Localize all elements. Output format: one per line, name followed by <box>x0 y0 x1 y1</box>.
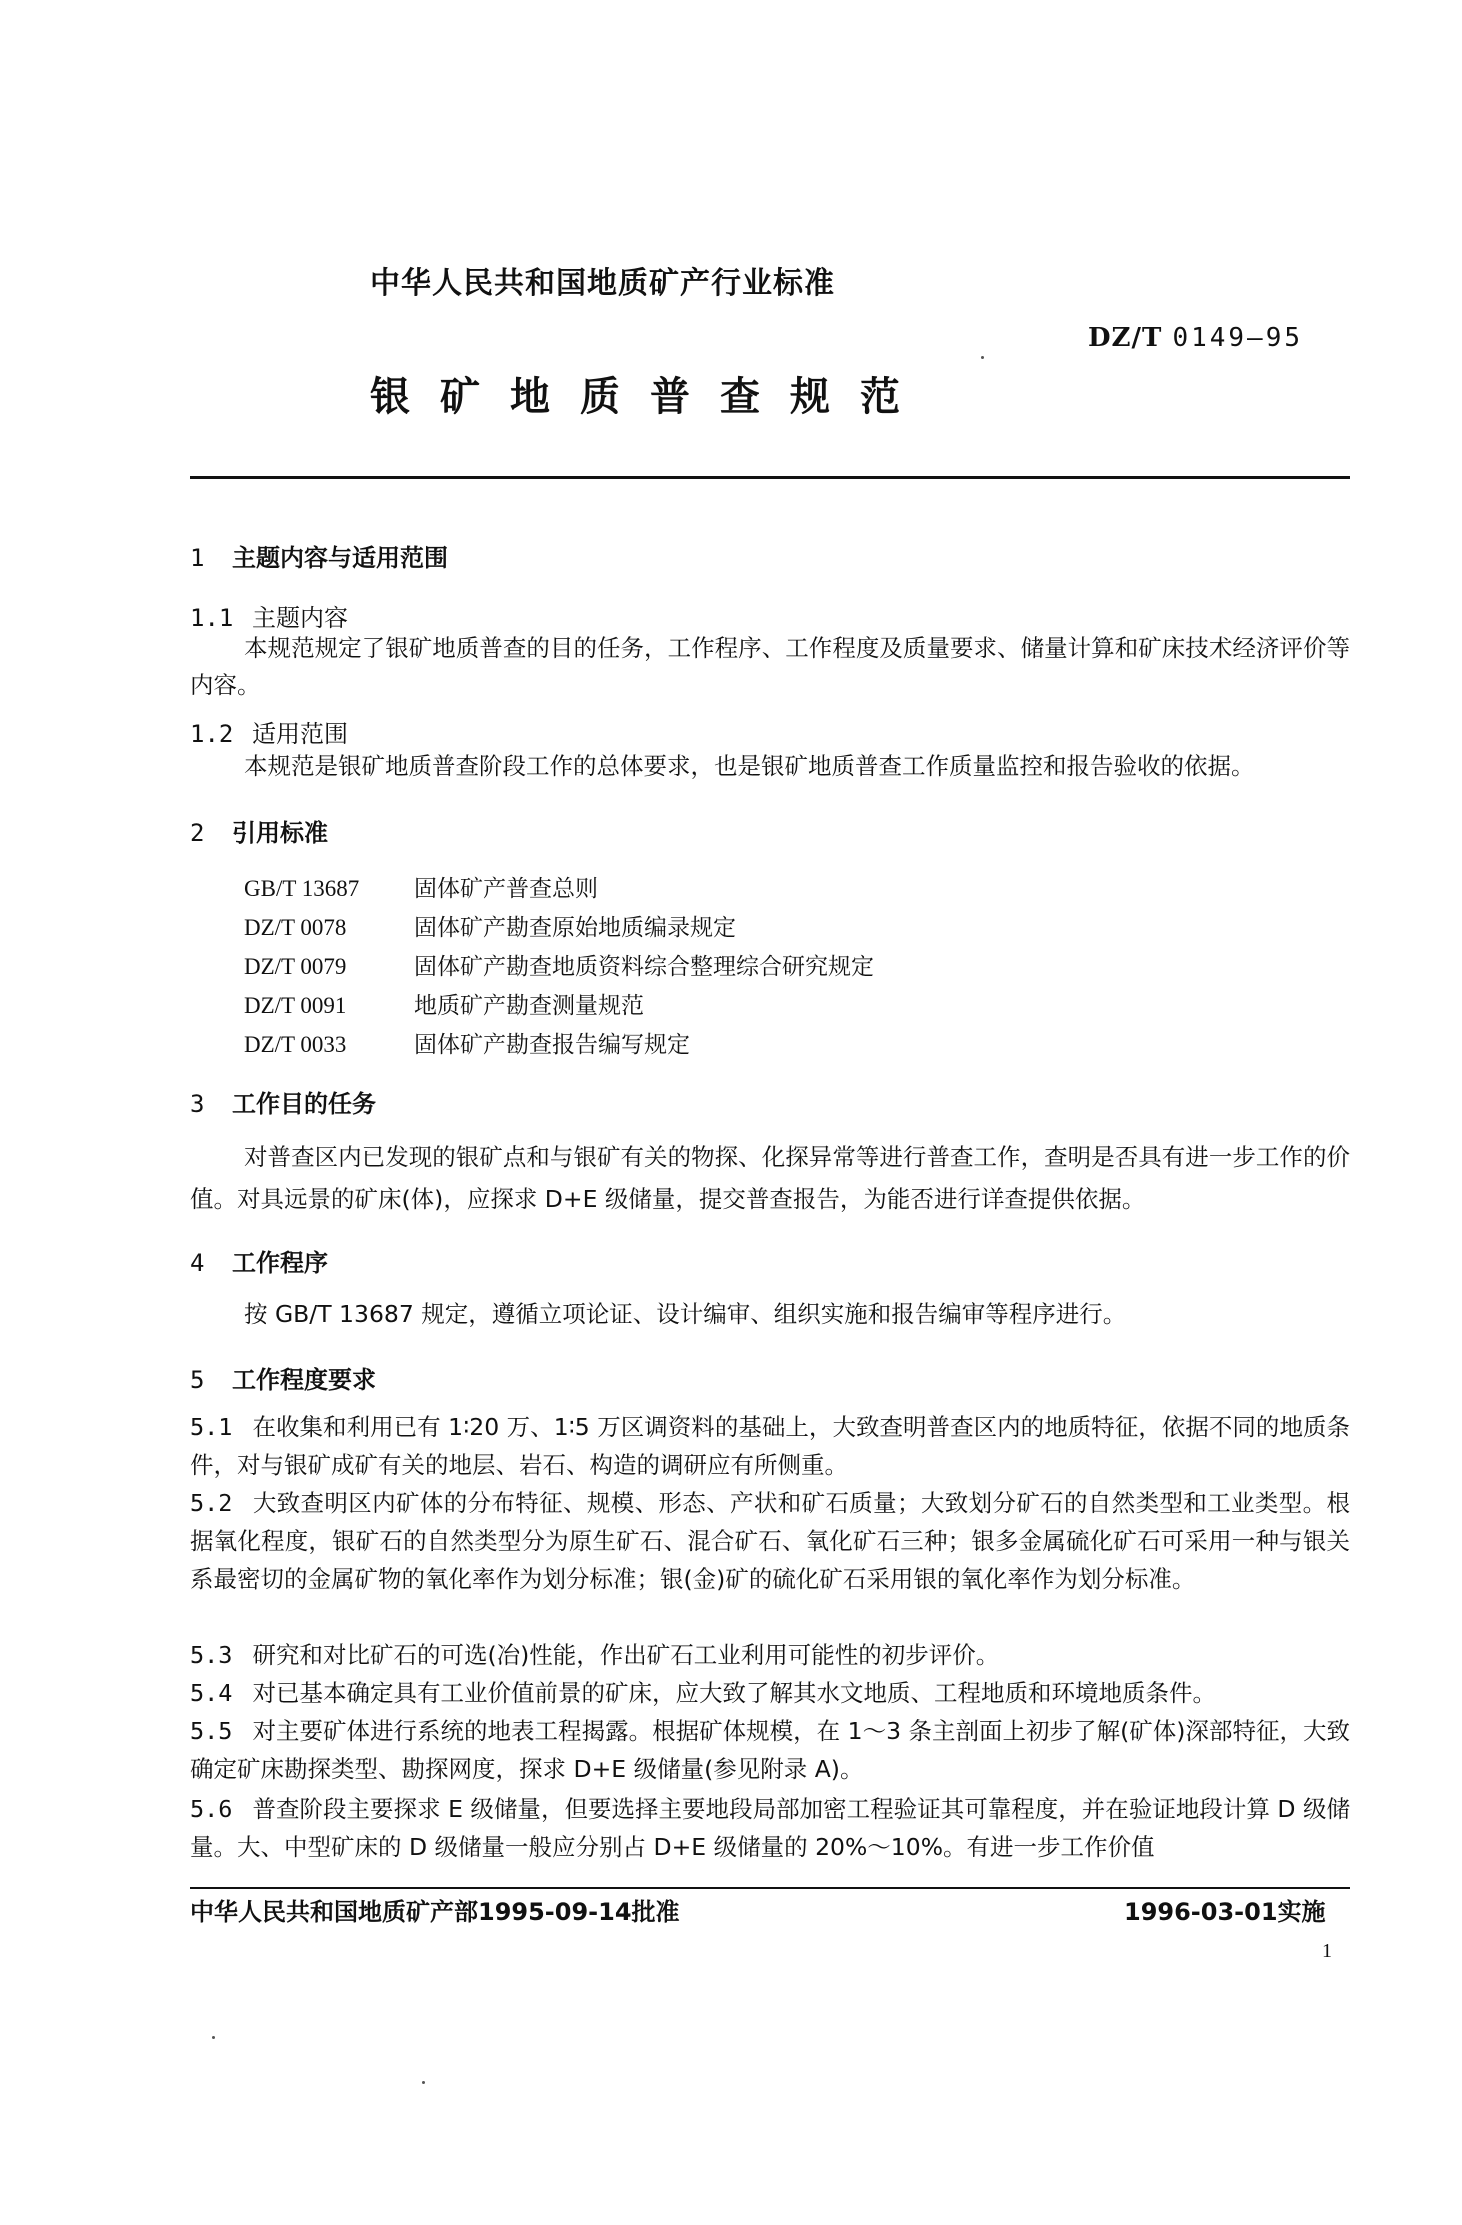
section-4-paragraph: 按 GB/T 13687 规定，遵循立项论证、设计编审、组织实施和报告编审等程序进行。 <box>244 1300 1127 1328</box>
reference-title: 地质矿产勘查测量规范 <box>414 993 644 1019</box>
item-number: 5.4 <box>190 1679 233 1707</box>
section-1-heading <box>190 538 448 573</box>
section-title: 主题内容与适用范围 <box>232 544 448 572</box>
section-title: 工作程度要求 <box>232 1366 376 1394</box>
section-5-5-item <box>190 1712 1350 1788</box>
section-1-2-paragraph: 本规范是银矿地质普查阶段工作的总体要求，也是银矿地质普查工作质量监控和报告验收的依据。 <box>244 752 1255 780</box>
footer-divider <box>190 1887 1350 1889</box>
section-5-4-item <box>190 1674 1350 1712</box>
item-number: 5.2 <box>190 1489 233 1517</box>
scan-speck <box>212 2036 215 2039</box>
section-1-2-heading <box>190 714 348 749</box>
section-number: 4 <box>190 1249 205 1277</box>
section-number: 1.1 <box>190 604 234 632</box>
approval-line: 中华人民共和国地质矿产部1995-09-14批准 <box>190 1898 680 1926</box>
section-5-1-item <box>190 1408 1350 1484</box>
section-1-1-paragraph: 本规范规定了银矿地质普查的目的任务，工作程序、工作程度及质量要求、储量计算和矿床技术经济评价等内容。 <box>190 634 1350 699</box>
header-divider <box>190 476 1350 479</box>
section-5-2-item <box>190 1484 1350 1598</box>
reference-title: 固体矿产勘查原始地质编录规定 <box>414 915 736 941</box>
section-3-paragraph: 对普查区内已发现的银矿点和与银矿有关的物探、化探异常等进行普查工作，查明是否具有进一步工作的价值。对具远景的矿床(体)，应探求 D+E 级储量，提交普查报告，为能否进行详查提供依据。 <box>190 1143 1350 1213</box>
item-number: 5.5 <box>190 1717 233 1745</box>
reference-code: DZ/T 0091 <box>244 993 347 1018</box>
reference-code: GB/T 13687 <box>244 876 360 901</box>
section-title: 工作程序 <box>232 1249 328 1277</box>
standard-code <box>1088 323 1303 353</box>
item-text: 在收集和利用已有 1∶20 万、1∶5 万区调资料的基础上，大致查明普查区内的地质特征，依据不同的地质条件，对与银矿成矿有关的地层、岩石、构造的调研应有所侧重。 <box>190 1413 1350 1479</box>
scan-speck <box>422 2081 425 2084</box>
section-title: 引用标准 <box>232 819 328 847</box>
standard-code-prefix: DZ/T <box>1088 323 1163 353</box>
reference-title: 固体矿产勘查报告编写规定 <box>414 1032 690 1058</box>
section-4-heading <box>190 1243 328 1278</box>
item-text: 研究和对比矿石的可选(冶)性能，作出矿石工业利用可能性的初步评价。 <box>252 1641 1000 1669</box>
scan-speck <box>981 356 984 359</box>
section-title: 适用范围 <box>252 720 348 748</box>
reference-row <box>244 987 644 1020</box>
section-title: 主题内容 <box>252 604 348 632</box>
reference-code: DZ/T 0078 <box>244 915 347 940</box>
reference-title: 固体矿产普查总则 <box>414 876 598 902</box>
section-5-3-item <box>190 1636 1350 1674</box>
section-5-heading <box>190 1360 376 1395</box>
item-number: 5.6 <box>190 1795 233 1823</box>
section-number: 2 <box>190 819 205 847</box>
item-text: 普查阶段主要探求 E 级储量，但要选择主要地段局部加密工程验证其可靠程度，并在验证地段计算 D 级储量。大、中型矿床的 D 级储量一般应分别占 D+E 级储量的 20%～10%。有进一步工作价值 <box>190 1795 1350 1861</box>
reference-row <box>244 909 736 942</box>
section-number: 1.2 <box>190 720 234 748</box>
item-text: 对主要矿体进行系统的地表工程揭露。根据矿体规模，在 1～3 条主剖面上初步了解(矿体)深部特征，大致确定矿床勘探类型、勘探网度，探求 D+E 级储量(参见附录 A)。 <box>190 1717 1350 1783</box>
reference-row <box>244 948 874 981</box>
reference-row <box>244 870 598 903</box>
section-5-6-item <box>190 1790 1350 1866</box>
reference-code: DZ/T 0033 <box>244 1032 347 1057</box>
item-number: 5.3 <box>190 1641 233 1669</box>
reference-code: DZ/T 0079 <box>244 954 347 979</box>
section-number: 3 <box>190 1090 205 1118</box>
section-2-heading <box>190 813 328 848</box>
section-number: 5 <box>190 1366 205 1394</box>
document-title: 银矿地质普查规范 <box>370 374 930 420</box>
standard-code-number: 0149—95 <box>1172 323 1304 353</box>
reference-row <box>244 1026 690 1059</box>
section-3-heading <box>190 1084 376 1119</box>
section-number: 1 <box>190 544 205 572</box>
issuing-org-heading: 中华人民共和国地质矿产行业标准 <box>370 266 835 301</box>
item-number: 5.1 <box>190 1413 233 1441</box>
reference-title: 固体矿产勘查地质资料综合整理综合研究规定 <box>414 954 874 980</box>
effective-date: 1996-03-01实施 <box>1124 1898 1326 1926</box>
section-1-1-heading <box>190 598 348 633</box>
section-title: 工作目的任务 <box>232 1090 376 1118</box>
item-text: 大致查明区内矿体的分布特征、规模、形态、产状和矿石质量；大致划分矿石的自然类型和工业类型。根据氧化程度，银矿石的自然类型分为原生矿石、混合矿石、氧化矿石三种；银多金属硫化矿石可采用一种与银关系最密切的金属矿物的氧化率作为划分标准；银(金)矿的硫化矿石采用银的氧化率作为划分标准。 <box>190 1489 1350 1593</box>
item-text: 对已基本确定具有工业价值前景的矿床，应大致了解其水文地质、工程地质和环境地质条件。 <box>252 1679 1216 1707</box>
page-number: 1 <box>1322 1940 1332 1962</box>
